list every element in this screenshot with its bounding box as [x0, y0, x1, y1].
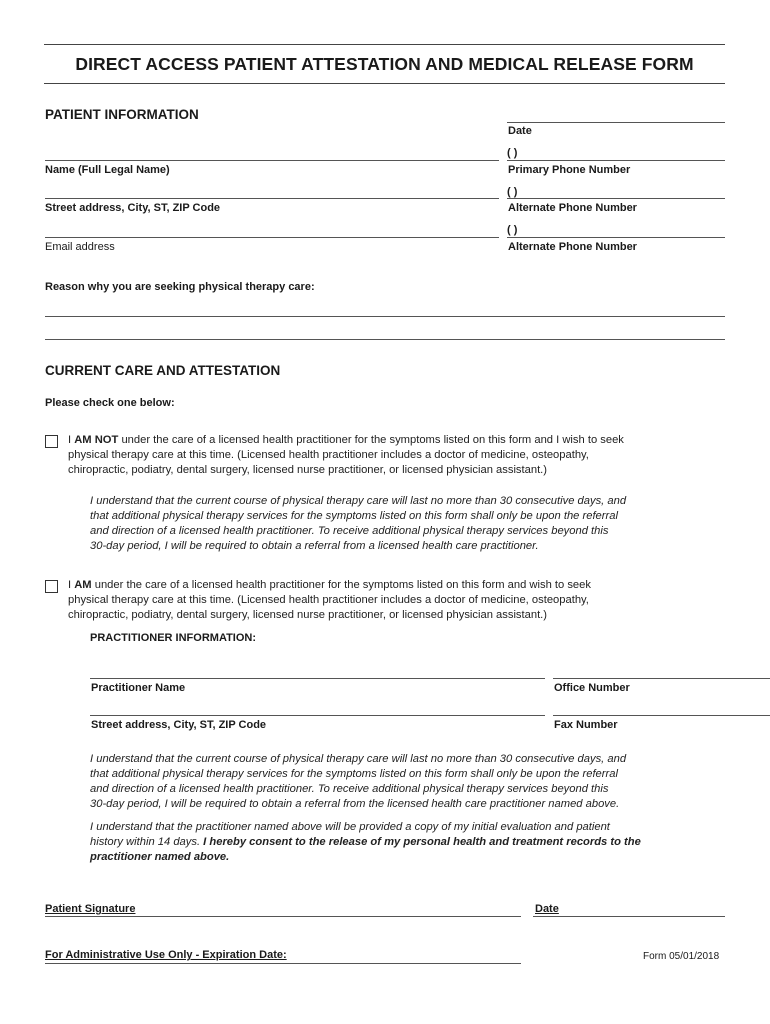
name-field[interactable] — [45, 160, 499, 161]
check-instruction: Please check one below: — [45, 397, 175, 409]
attestation-heading: CURRENT CARE AND ATTESTATION — [45, 363, 281, 378]
option2-italic-line2: that additional physical therapy services for the symptoms listed on this form shall only be upon the referral — [90, 768, 618, 780]
option2-line1-text: under the care of a licensed health practitioner for the symptoms listed on this form and wish to seek — [91, 579, 591, 591]
consent-line1: I understand that the practitioner named above will be provided a copy of my initial evaluation and patient — [90, 821, 610, 833]
expiration-date-field[interactable] — [45, 963, 521, 964]
title-bar — [44, 44, 725, 84]
option1-line2: physical therapy care at this time. (Licensed health practitioner includes a doctor of medicine, osteopathy, — [68, 449, 589, 461]
option2-italic-line3: and direction of a licensed health practitioner. To receive additional physical therapy services beyond this — [90, 783, 609, 795]
practitioner-name-field[interactable] — [90, 678, 545, 679]
option2-line2: physical therapy care at this time. (Licensed health practitioner includes a doctor of medicine, osteopathy, — [68, 594, 589, 606]
form-title: DIRECT ACCESS PATIENT ATTESTATION AND MEDICAL RELEASE FORM — [75, 54, 694, 74]
am-not-checkbox[interactable] — [45, 435, 58, 448]
consent-line2 — [90, 835, 740, 850]
office-number-field[interactable] — [553, 678, 770, 679]
option1-line1-text: under the care of a licensed health practitioner for the symptoms listed on this form and I wish to seek — [118, 434, 624, 446]
street-label: Street address, City, ST, ZIP Code — [45, 202, 221, 214]
option2-italic-line1: I understand that the current course of physical therapy care will last no more than 30 consecutive days, and — [90, 753, 627, 765]
option1-understanding — [90, 494, 730, 554]
option1-prefix: I — [68, 434, 75, 446]
option2-line3: chiropractic, podiatry, dental surgery, licensed nurse practitioner, or licensed physician assistant.) — [68, 609, 548, 621]
date-field[interactable] — [507, 122, 725, 123]
option1-line3: chiropractic, podiatry, dental surgery, licensed nurse practitioner, or licensed physician assistant.) — [68, 464, 548, 476]
alt-phone-label-1: Alternate Phone Number — [508, 202, 637, 214]
street-field[interactable] — [45, 198, 499, 199]
option2-emphasis: AM — [74, 579, 92, 591]
signature-field[interactable] — [45, 916, 521, 917]
patient-info-heading: PATIENT INFORMATION — [45, 107, 199, 122]
email-label: Email address — [45, 241, 115, 253]
option1-text — [68, 433, 728, 478]
am-checkbox[interactable] — [45, 580, 58, 593]
reason-line-2[interactable] — [45, 339, 725, 340]
practitioner-street-label: Street address, City, ST, ZIP Code — [91, 719, 267, 731]
alt-phone-paren-2: ( ) — [507, 224, 518, 236]
alt-phone-paren-1: ( ) — [507, 186, 518, 198]
name-label: Name (Full Legal Name) — [45, 164, 170, 176]
office-number-label: Office Number — [554, 682, 630, 694]
fax-number-label: Fax Number — [554, 719, 618, 731]
alt-phone-label-2: Alternate Phone Number — [508, 241, 637, 253]
signature-date-label: Date — [535, 903, 559, 915]
admin-expiration-label: For Administrative Use Only - Expiration Date: — [45, 949, 287, 961]
option2-prefix: I — [68, 579, 75, 591]
practitioner-street-field[interactable] — [90, 715, 545, 716]
fax-number-field[interactable] — [553, 715, 770, 716]
alt-phone-field-1[interactable] — [507, 198, 725, 199]
reason-line-1[interactable] — [45, 316, 725, 317]
option1-italic-line4: 30-day period, I will be required to obtain a referral from a licensed health care practitioner. — [90, 540, 539, 552]
consent-line2-plain: history within 14 days. — [90, 836, 204, 848]
option2-text — [68, 578, 728, 623]
date-label: Date — [508, 125, 532, 137]
signature-date-field[interactable] — [533, 916, 725, 917]
consent-line2-bold: I hereby consent to the release of my personal health and treatment records to the — [203, 836, 641, 848]
signature-label: Patient Signature — [45, 903, 136, 915]
option2-understanding — [90, 752, 740, 812]
primary-phone-field[interactable] — [507, 160, 725, 161]
form-number: Form 05/01/2018 — [643, 951, 720, 962]
option1-emphasis: AM NOT — [74, 434, 119, 446]
option1-italic-line1: I understand that the current course of physical therapy care will last no more than 30 consecutive days, and — [90, 495, 627, 507]
consent-line3: practitioner named above. — [90, 851, 230, 863]
primary-phone-label: Primary Phone Number — [508, 164, 631, 176]
practitioner-name-label: Practitioner Name — [91, 682, 186, 694]
consent-paragraph — [90, 820, 740, 865]
reason-label: Reason why you are seeking physical therapy care: — [45, 281, 315, 293]
practitioner-heading: PRACTITIONER INFORMATION: — [90, 632, 257, 644]
alt-phone-field-2[interactable] — [507, 237, 725, 238]
email-field[interactable] — [45, 237, 499, 238]
option1-line1 — [68, 433, 728, 448]
primary-phone-paren: ( ) — [507, 147, 518, 159]
option2-line1 — [68, 578, 728, 593]
option2-italic-line4: 30-day period, I will be required to obtain a referral from the licensed health care practitioner named above. — [90, 798, 620, 810]
option1-italic-line2: that additional physical therapy services for the symptoms listed on this form shall only be upon the referral — [90, 510, 618, 522]
option1-italic-line3: and direction of a licensed health practitioner. To receive additional physical therapy services beyond this — [90, 525, 609, 537]
